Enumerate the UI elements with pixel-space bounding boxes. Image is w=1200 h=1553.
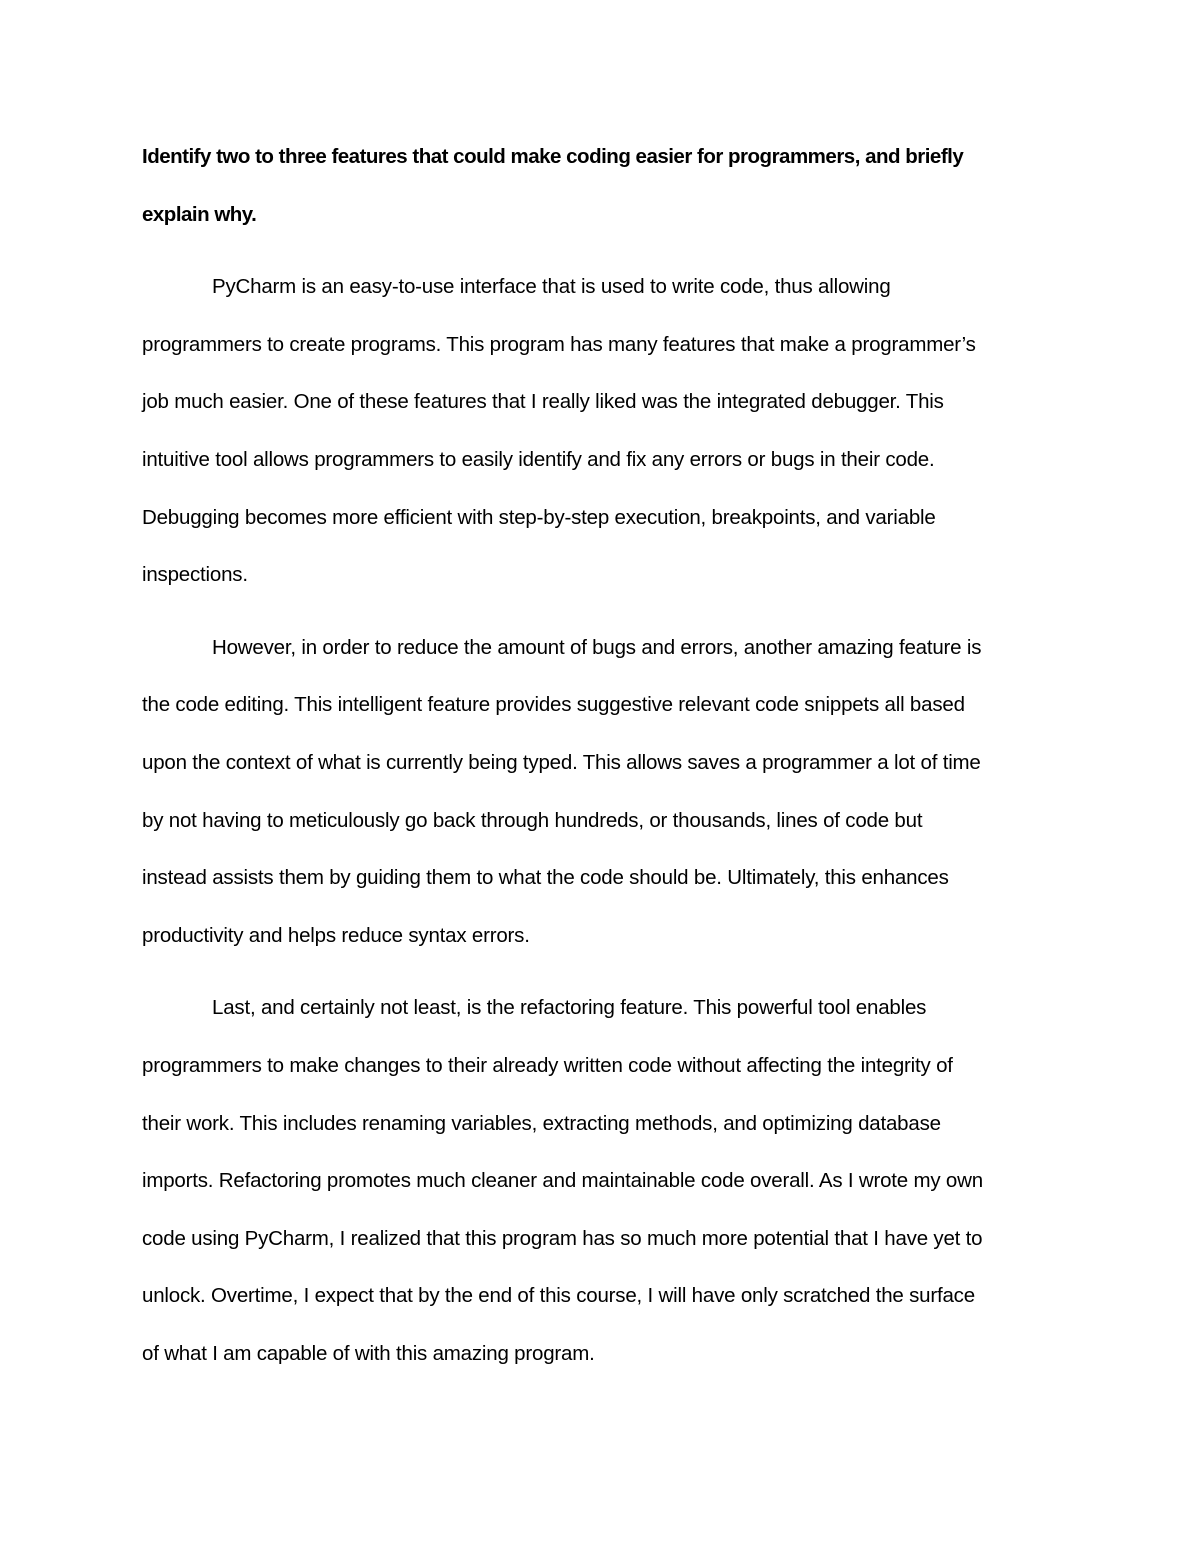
paragraph-line: of what I am capable of with this amazing program. [142, 1341, 595, 1365]
paragraph-line: PyCharm is an easy-to-use interface that is used to write code, thus allowing [212, 275, 891, 299]
paragraph-line: job much easier. One of these features that I really liked was the integrated debugger. This [142, 390, 944, 414]
paragraph-refactoring [142, 986, 1058, 1389]
paragraph-line: the code editing. This intelligent feature provides suggestive relevant code snippets all based [142, 693, 965, 717]
paragraph-line: Debugging becomes more efficient with step-by-step execution, breakpoints, and variable [142, 505, 936, 529]
paragraph-line: inspections. [142, 563, 248, 587]
paragraph-line: programmers to create programs. This program has many features that make a programmer’s [142, 332, 976, 356]
paragraph-line: productivity and helps reduce syntax errors. [142, 923, 530, 947]
paragraph-line: instead assists them by guiding them to what the code should be. Ultimately, this enhances [142, 866, 949, 890]
paragraph-line: programmers to make changes to their already written code without affecting the integrity of [142, 1053, 953, 1077]
paragraph-line: their work. This includes renaming variables, extracting methods, and optimizing database [142, 1111, 941, 1135]
document-body [142, 135, 1058, 1404]
heading-line: explain why. [142, 202, 257, 226]
paragraph-line: upon the context of what is currently being typed. This allows saves a programmer a lot of time [142, 750, 981, 774]
paragraph-line: imports. Refactoring promotes much cleaner and maintainable code overall. As I wrote my own [142, 1169, 983, 1193]
paragraph-line: by not having to meticulously go back through hundreds, or thousands, lines of code but [142, 808, 923, 832]
question-heading [142, 135, 1058, 250]
paragraph-line: unlock. Overtime, I expect that by the end of this course, I will have only scratched the surface [142, 1284, 975, 1308]
paragraph-line: Last, and certainly not least, is the refactoring feature. This powerful tool enables [212, 996, 927, 1020]
paragraph-code-editing [142, 626, 1058, 972]
paragraph-line: code using PyCharm, I realized that this program has so much more potential that I have yet to [142, 1226, 983, 1250]
paragraph-line: intuitive tool allows programmers to easily identify and fix any errors or bugs in their code. [142, 447, 935, 471]
paragraph-line: However, in order to reduce the amount of bugs and errors, another amazing feature is [212, 635, 982, 659]
heading-line: Identify two to three features that could make coding easier for programmers, and briefly [142, 145, 964, 168]
paragraph-debugger [142, 265, 1058, 611]
